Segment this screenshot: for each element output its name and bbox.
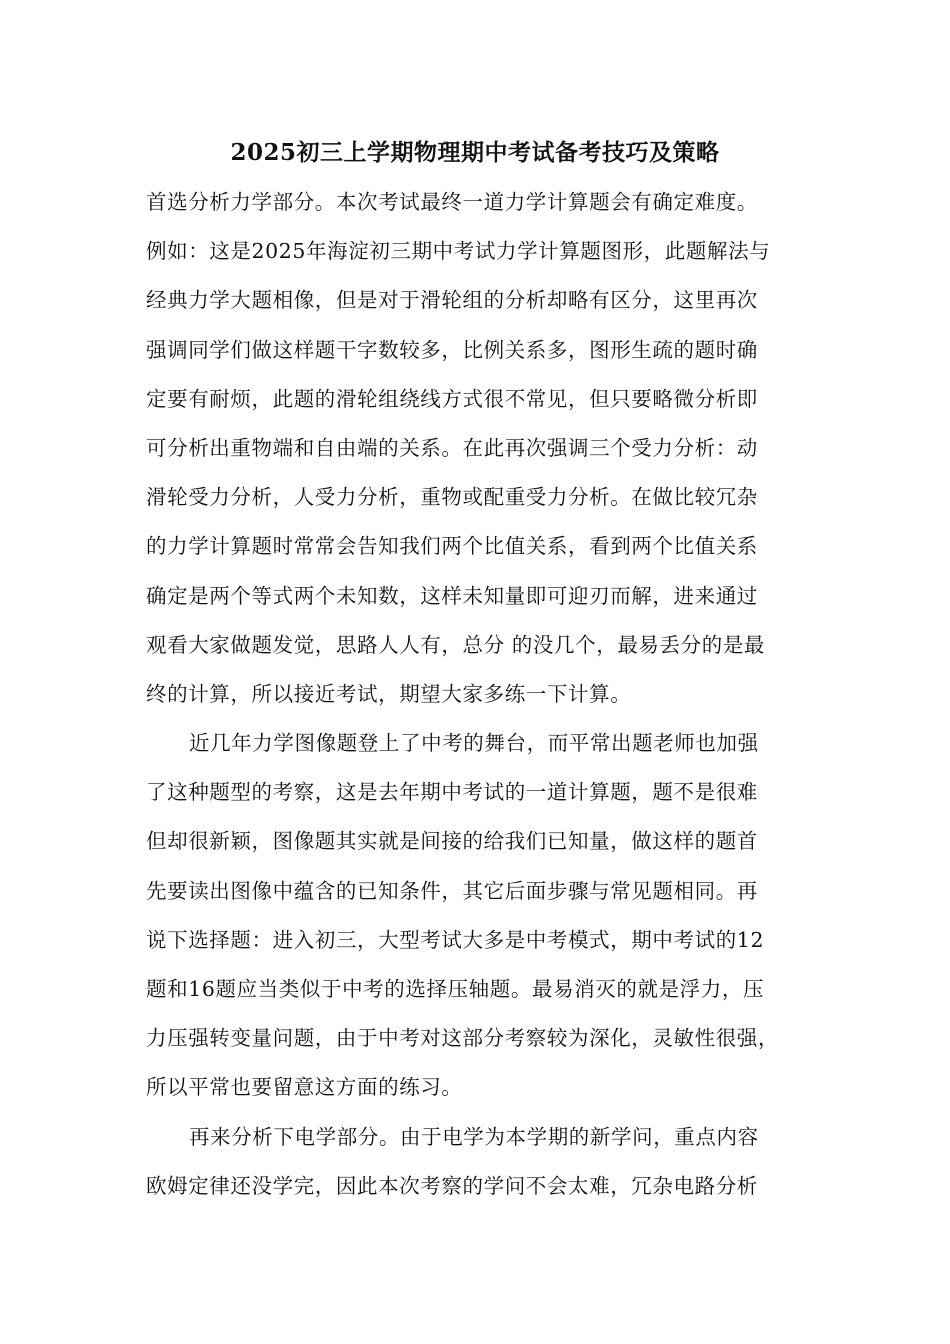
text-line: 但却很新颖，图像题其实就是间接的给我们已知量，做这样的题首 <box>146 829 758 854</box>
text-line: 滑轮受力分析，人受力分析，重物或配重受力分析。在做比较冗杂 <box>146 485 758 510</box>
text-line: 了这种题型的考察，这是去年期中考试的一道计算题，题不是很难 <box>146 780 758 805</box>
page-title: 2025初三上学期物理期中考试备考技巧及策略 <box>230 139 720 166</box>
text-line: 强调同学们做这样题干字数较多，比例关系多，图形生疏的题时确 <box>146 337 758 362</box>
text-line: 题和16题应当类似于中考的选择压轴题。最易消灭的就是浮力，压 <box>146 977 765 1001</box>
text-line: 终的计算，所以接近考试，期望大家多练一下计算。 <box>146 681 632 706</box>
text-line: 的力学计算题时常常会告知我们两个比值关系，看到两个比值关系 <box>146 534 758 559</box>
text-line: 所以平常也要留意这方面的练习。 <box>146 1075 463 1100</box>
text-line: 再来分析下电学部分。由于电学为本学期的新学问，重点内容 <box>189 1124 759 1149</box>
text-line: 观看大家做题发觉，思路人人有，总分 的没几个，最易丢分的是最 <box>146 632 766 657</box>
text-line: 经典力学大题相像，但是对于滑轮组的分析却略有区分，这里再次 <box>146 288 758 313</box>
text-line: 先要读出图像中蕴含的已知条件，其它后面步骤与常见题相同。再 <box>146 878 758 903</box>
text-line: 欧姆定律还没学完，因此本次考察的学问不会太难，冗杂电路分析 <box>146 1173 758 1198</box>
text-line: 力压强转变量问题，由于中考对这部分考察较为深化，灵敏性很强， <box>146 1026 779 1051</box>
text-line: 可分析出重物端和自由端的关系。在此再次强调三个受力分析：动 <box>146 435 758 460</box>
text-line: 近几年力学图像题登上了中考的舞台，而平常出题老师也加强 <box>189 731 759 756</box>
text-line: 确定是两个等式两个未知数，这样未知量即可迎刃而解，进来通过 <box>146 583 758 608</box>
text-line: 定要有耐烦，此题的滑轮组绕线方式很不常见，但只要略微分析即 <box>146 386 758 411</box>
text-line: 例如：这是2025年海淀初三期中考试力学计算题图形，此题解法与 <box>146 239 771 264</box>
text-line: 首选分析力学部分。本次考试最终一道力学计算题会有确定难度。 <box>146 190 758 214</box>
body-text <box>146 178 826 1211</box>
text-line: 说下选择题：进入初三，大型考试大多是中考模式，期中考试的12 <box>146 927 765 952</box>
